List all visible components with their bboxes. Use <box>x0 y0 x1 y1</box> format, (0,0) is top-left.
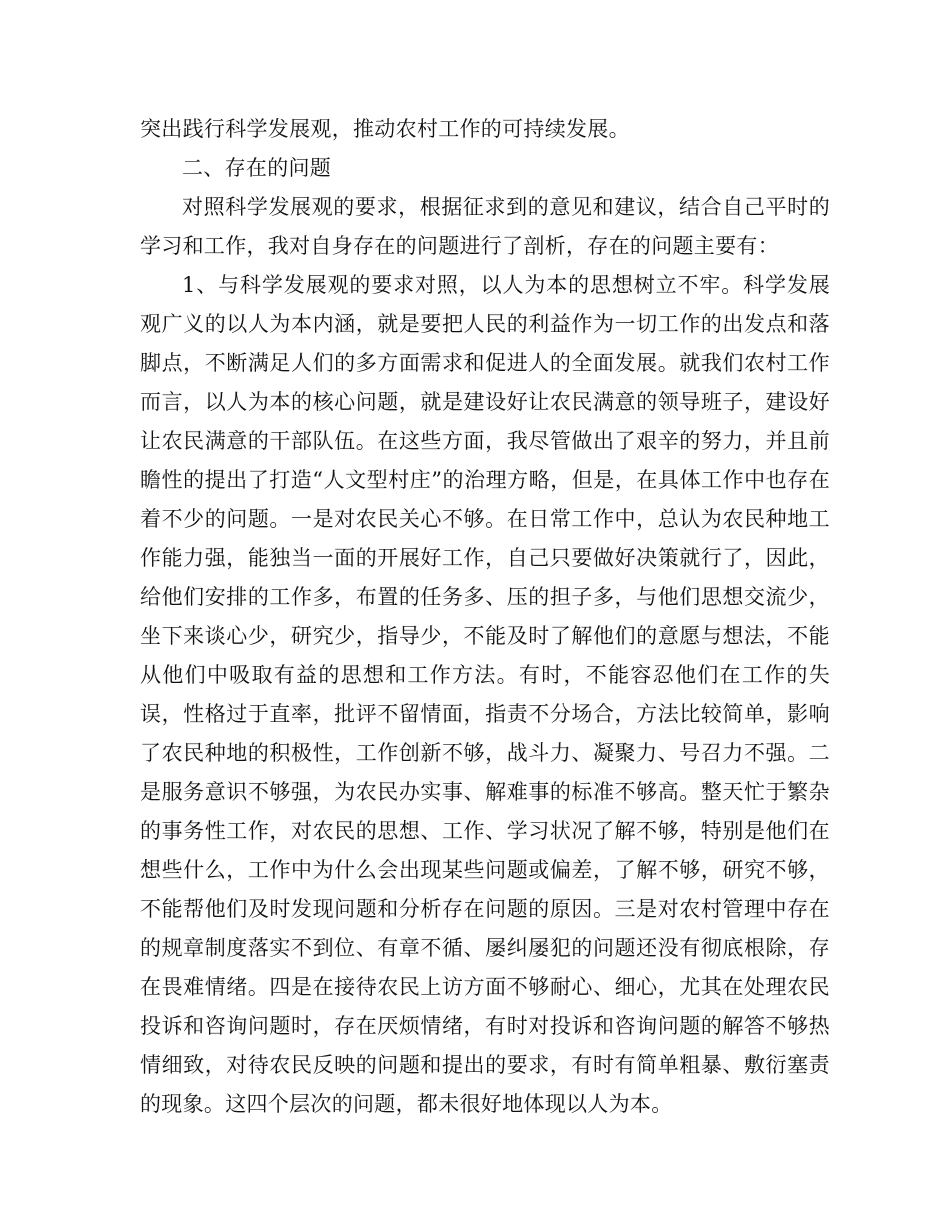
section-heading: 二、存在的问题 <box>182 156 332 180</box>
intro-paragraph: 对照科学发展观的要求，根据征求到的意见和建议，结合自己平时的学习和工作，我对自身存在的问题进行了剖析，存在的问题主要有： <box>140 195 830 258</box>
continuation-paragraph: 突出践行科学发展观，推动农村工作的可持续发展。 <box>140 117 630 141</box>
document-body <box>140 110 830 1124</box>
item-1-paragraph: 1、与科学发展观的要求对照，以人为本的思想树立不牢。科学发展观广义的以人为本内涵，就是要把人民的利益作为一切工作的出发点和落脚点，不断满足人们的多方面需求和促进人的全面发展。就我们农村工作而言，以人为本的核心问题，就是建设好让农民满意的领导班子，建设好让农民满意的干部队伍。在这些方面，我尽管做出了艰辛的努力，并且前瞻性的提出了打造“人文型村庄”的治理方略，但是，在具体工作中也存在着不少的问题。一是对农民关心不够。在日常工作中，总认为农民种地工作能力强，能独当一面的开展好工作，自己只要做好决策就行了，因此，给他们安排的工作多，布置的任务多、压的担子多，与他们思想交流少，坐下来谈心少，研究少，指导少，不能及时了解他们的意愿与想法，不能从他们中吸取有益的思想和工作方法。有时，不能容忍他们在工作的失误，性格过于直率，批评不留情面，指责不分场合，方法比较简单，影响了农民种地的积极性，工作创新不够，战斗力、凝聚力、号召力不强。二是服务意识不够强，为农民办实事、解难事的标准不够高。整天忙于繁杂的事务性工作，对农民的思想、工作、学习状况了解不够，特别是他们在想些什么，工作中为什么会出现某些问题或偏差，了解不够，研究不够，不能帮他们及时发现问题和分析存在问题的原因。三是对农村管理中存在的规章制度落实不到位、有章不循、屡纠屡犯的问题还没有彻底根除，存在畏难情绪。四是在接待农民上访方面不够耐心、细心，尤其在处理农民投诉和咨询问题时，存在厌烦情绪，有时对投诉和咨询问题的解答不够热情细致，对待农民反映的问题和提出的要求，有时有简单粗暴、敷衍塞责的现象。这四个层次的问题，都未很好地体现以人为本。 <box>140 273 830 1116</box>
